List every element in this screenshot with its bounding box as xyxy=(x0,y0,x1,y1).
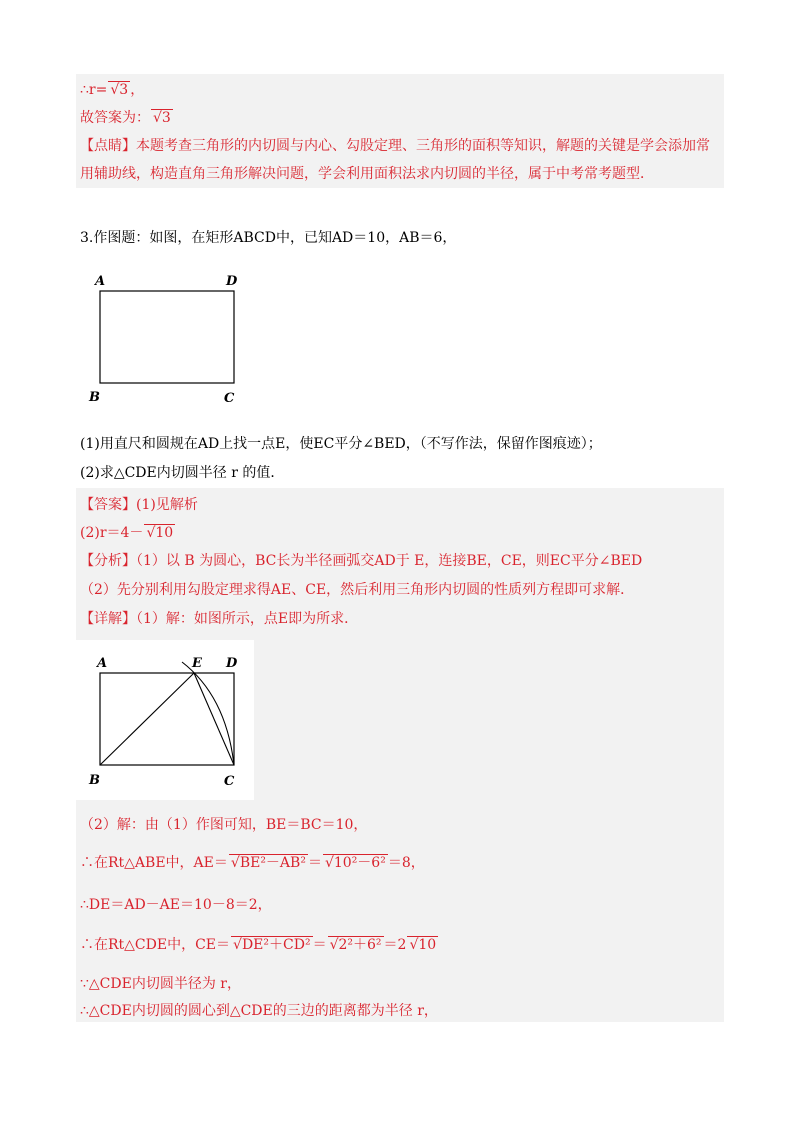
label-b: B xyxy=(89,773,100,788)
sqrt-de-cd: √DE²＋CD² xyxy=(233,937,311,953)
radicand: BE²－AB² xyxy=(239,855,306,871)
detail-line-1 xyxy=(80,609,358,629)
detail-text: （1）解：如图所示，点E即为所求． xyxy=(136,611,359,627)
detail-tag: 【详解】 xyxy=(80,611,136,627)
dianjing-line-2 xyxy=(80,164,654,184)
label-a: A xyxy=(95,274,106,289)
dianjing-line-1 xyxy=(80,136,710,156)
answer-r-line xyxy=(80,80,144,100)
radicand: 10²－6² xyxy=(333,855,386,871)
radicand: 3 xyxy=(161,110,171,126)
radicand: DE²＋CD² xyxy=(241,937,311,953)
step-1: （2）解：由（1）作图可知，BE＝BC＝10， xyxy=(80,817,368,833)
sqrt-10-6: √10²－6² xyxy=(324,855,386,871)
answer-tag: 【答案】 xyxy=(80,497,136,513)
problem-part-1: (1)用直尺和圆规在AD上找一点E，使EC平分∠BED，（不写作法，保留作图痕迹）； xyxy=(80,436,602,452)
sqrt-2-6: √2²＋6² xyxy=(329,937,382,953)
text: ＝2 xyxy=(383,937,407,953)
radicand: 3 xyxy=(119,82,129,98)
text: ∴r= xyxy=(80,82,108,98)
dianjing-text: 本题考查三角形的内切圆与内心、勾股定理、三角形的面积等知识，解题的关键是学会添加常 xyxy=(136,138,710,154)
text: (2)r＝4－ xyxy=(80,525,144,541)
text: ＝ xyxy=(312,937,327,953)
figure-construction xyxy=(84,644,252,796)
label-e: E xyxy=(192,656,202,671)
analysis-line-2: （2）先分别利用勾股定理求得AE、CE，然后利用三角形内切圆的性质列方程即可求解． xyxy=(80,582,635,598)
sqrt-3: √3 xyxy=(110,82,129,98)
analysis-tag: 【分析】 xyxy=(80,553,136,569)
sqrt-10: √10 xyxy=(146,525,174,541)
analysis-line-1 xyxy=(80,551,642,571)
dianjing-tag: 【点睛】 xyxy=(80,138,136,154)
sqrt-be-ab: √BE²－AB² xyxy=(230,855,306,871)
step-3: ∴DE＝AD－AE＝10－8＝2， xyxy=(80,897,272,913)
text: 故答案为： xyxy=(80,110,150,126)
label-d: D xyxy=(226,274,238,289)
text: ∴在Rt△ABE中，AE＝ xyxy=(80,855,228,871)
step-2 xyxy=(80,853,425,873)
final-answer-line xyxy=(80,108,173,128)
label-c: C xyxy=(224,774,235,789)
label-c: C xyxy=(224,391,235,406)
analysis-text: （1）以 B 为圆心，BC长为半径画弧交AD于 E，连接BE，CE，则EC平分∠BED xyxy=(136,553,643,569)
step-5: ∵△CDE内切圆半径为 r， xyxy=(80,976,241,992)
answer-part-1: (1)见解析 xyxy=(136,497,198,513)
text: ＝ xyxy=(307,855,322,871)
text: ∴在Rt△CDE中，CE＝ xyxy=(80,937,231,953)
text: ， xyxy=(130,82,145,98)
problem-part-2: (2)求△CDE内切圆半径 r 的值． xyxy=(80,465,285,481)
answer-line-1 xyxy=(80,495,198,515)
problem-statement: 3.作图题：如图，在矩形ABCD中，已知AD＝10，AB＝6， xyxy=(80,230,457,246)
step-6: ∴△CDE内切圆的圆心到△CDE的三边的距离都为半径 r， xyxy=(80,1003,438,1019)
answer-line-2 xyxy=(80,523,175,543)
dianjing-text: 用辅助线，构造直角三角形解决问题，学会利用面积法求内切圆的半径，属于中考常考题型． xyxy=(80,166,654,182)
label-d: D xyxy=(226,656,238,671)
step-4 xyxy=(80,935,438,955)
radicand: 10 xyxy=(155,525,174,541)
label-b: B xyxy=(89,390,100,405)
sqrt-3: √3 xyxy=(153,110,171,126)
radicand: 10 xyxy=(418,937,437,953)
figure-rectangle-abcd xyxy=(84,266,254,408)
text: ＝8， xyxy=(387,855,425,871)
radicand: 2²＋6² xyxy=(338,937,382,953)
label-a: A xyxy=(97,656,108,671)
sqrt-10: √10 xyxy=(409,937,437,953)
